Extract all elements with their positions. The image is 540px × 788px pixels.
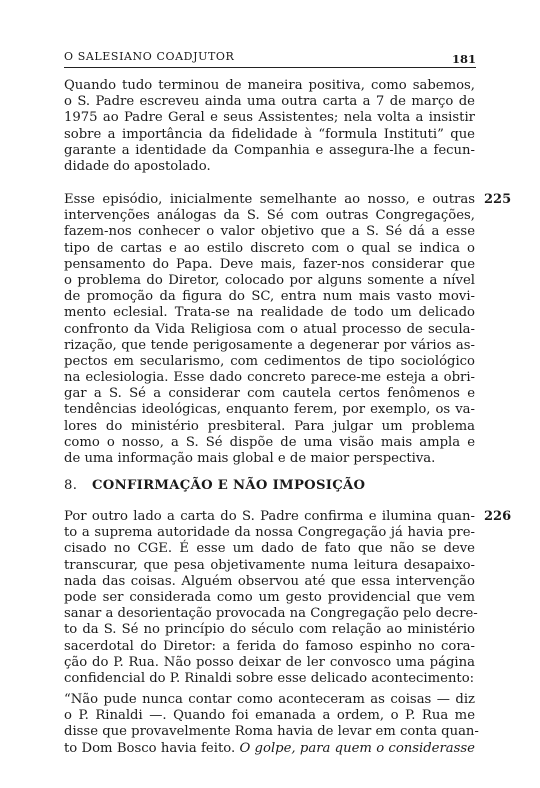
text-line: o P. Rinaldi —. Quando foi emanada a ordem, o P. Rua me [64, 708, 475, 724]
text-line: intervenções análogas da S. Sé com outras Congregações, [64, 208, 475, 224]
text-line: didade do apostolado. [64, 158, 211, 174]
text-line: disse que provavelmente Roma havia de levar em conta quan- [64, 724, 479, 740]
text-line: to a suprema autoridade da nossa Congregação já havia pre- [64, 525, 475, 541]
section-number: 8. [64, 478, 78, 493]
text-line: sacerdotal do Diretor: a ferida do famoso espinho no cora- [64, 638, 475, 654]
text-line: “Não pude nunca contar como aconteceram as coisas — diz [64, 692, 475, 707]
text-line: tipo de cartas e ao estilo discreto com o qual se indica o [64, 240, 475, 256]
text-line: rização, que tende perigosamente a degenerar por vários as- [64, 337, 475, 353]
text-line: como o nosso, a S. Sé dispõe de uma visão mais ampla e [64, 434, 475, 450]
text-line: garante a identidade da Companhia e assegura-lhe a fecun- [64, 142, 475, 158]
quote-italic-text: O golpe, para quem o considerasse [239, 740, 475, 756]
text-line: to da S. Sé no princípio do século com relação ao ministério [64, 622, 475, 638]
text-line: nada das coisas. Alguém observou até que essa intervenção [64, 573, 475, 589]
text-line: mento eclesial. Trata-se na realidade de todo um delicado [64, 305, 475, 321]
text-line: de uma informação mais global e de maior perspectiva. [64, 451, 436, 466]
text-line: Esse episódio, inicialmente semelhante ao nosso, e outras [64, 192, 475, 207]
text-line: gar a S. Sé a considerar com cautela certos fenômenos e [64, 386, 475, 402]
text-line: ção do P. Rua. Não posso deixar de ler convosco uma página [64, 654, 475, 670]
text-line: fazem-nos conhecer o valor objetivo que a S. Sé dá a esse [64, 224, 475, 240]
text-line: confidencial do P. Rinaldi sobre esse delicado acontecimento: [64, 670, 475, 686]
running-title: O SALESIANO COADJUTOR [64, 50, 235, 63]
margin-number-225: 225 [484, 192, 512, 207]
text-line: pectos em secularismo, com cedimentos de tipo sociológico [64, 353, 475, 369]
text-line: confronto da Vida Religiosa com o atual processo de secula- [64, 321, 475, 337]
paragraph-3 [64, 509, 478, 687]
text-line: tendências ideológicas, enquanto ferem, por exemplo, os va- [64, 402, 475, 418]
text-line: o S. Padre escreveu ainda uma outra carta a 7 de março de [64, 94, 475, 110]
text-line: 1975 ao Padre Geral e seus Assistentes; nela volta a insistir [64, 110, 475, 126]
section-heading [64, 478, 365, 493]
text-line: de promoção da figura do SC, entra num mais vasto movi- [64, 289, 475, 305]
text-line: na eclesiologia. Esse dado concreto parece-me esteja a obri- [64, 370, 475, 386]
paragraph-1 [64, 78, 475, 175]
text-line: pensamento do Papa. Deve mais, fazer-nos considerar que [64, 256, 475, 272]
text-line: transcurar, que pesa objetivamente numa leitura desapaixo- [64, 557, 475, 573]
header-rule [64, 67, 476, 68]
quote-paragraph [64, 692, 479, 757]
text-line: to Dom Bosco havia feito. O golpe, para quem o considerasse [64, 740, 475, 756]
text-line: Quando tudo terminou de maneira positiva, como sabemos, [64, 78, 475, 93]
text-line: sanar a desorientação provocada na Congregação pelo decre- [64, 606, 478, 622]
text-line: Por outro lado a carta do S. Padre confirma e ilumina quan- [64, 509, 475, 524]
text-line: sobre a importância da fidelidade à “formula Instituti” que [64, 126, 475, 142]
text-line: lores do ministério presbiteral. Para julgar um problema [64, 418, 475, 434]
margin-number-226: 226 [484, 509, 512, 524]
paragraph-2 [64, 192, 475, 467]
page-number: 181 [451, 52, 476, 66]
section-title: CONFIRMAÇÃO E NÃO IMPOSIÇÃO [92, 478, 366, 493]
text-line: o problema do Diretor, colocado por alguns somente a nível [64, 272, 475, 288]
text-line: pode ser considerada como um gesto providencial que vem [64, 589, 475, 605]
text-line: cisado no CGE. É esse um dado de fato que não se deve [64, 541, 475, 557]
